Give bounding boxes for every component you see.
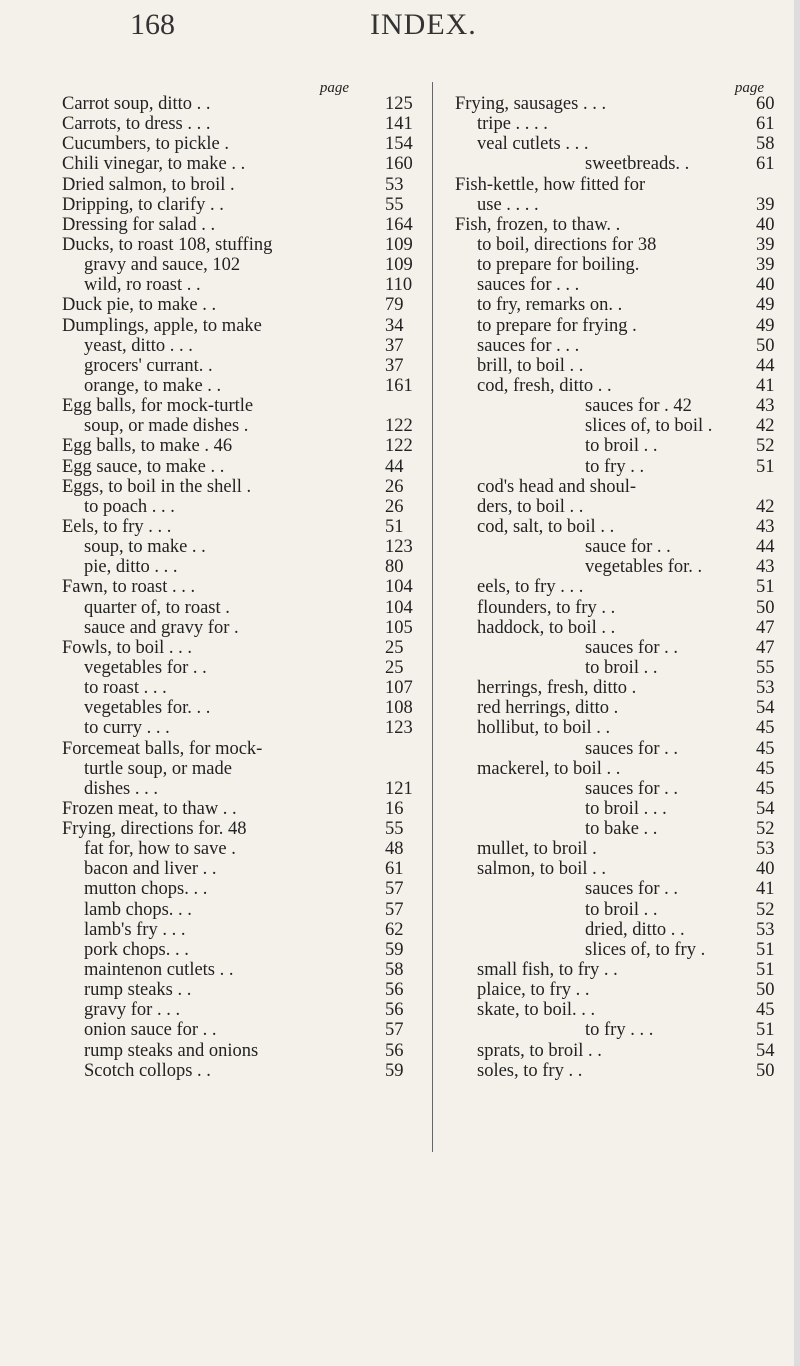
entry-text: Fowls, to boil . . . xyxy=(62,637,193,658)
entry-text: Scotch collops . . xyxy=(84,1060,211,1081)
index-entry xyxy=(62,658,427,678)
index-entry xyxy=(455,295,792,315)
entry-page: 61 xyxy=(756,154,775,175)
index-entry xyxy=(62,698,427,718)
index-entry xyxy=(62,739,427,759)
entry-text: herrings, fresh, ditto . xyxy=(477,678,637,699)
index-entry xyxy=(455,134,792,154)
index-entry xyxy=(62,799,427,819)
entry-text: Fish-kettle, how fitted for xyxy=(455,174,646,195)
index-entry xyxy=(62,960,427,980)
entry-text: wild, ro roast . . xyxy=(84,275,201,296)
entry-text: soup, or made dishes . xyxy=(84,416,249,437)
entry-text: Dried salmon, to broil . xyxy=(62,174,235,195)
entry-page: 58 xyxy=(385,960,404,981)
index-entry xyxy=(62,819,427,839)
index-entry xyxy=(455,275,792,295)
index-entry xyxy=(455,759,792,779)
index-entry xyxy=(455,839,792,859)
entry-page: 54 xyxy=(756,798,775,819)
entry-text: to broil . . xyxy=(585,436,658,457)
entry-page: 50 xyxy=(756,1060,775,1081)
index-entry xyxy=(455,779,792,799)
entry-text: gravy for . . . xyxy=(84,1000,181,1021)
entry-text: to prepare for boiling. xyxy=(477,255,640,276)
entry-page: 80 xyxy=(385,557,404,578)
entry-page: 56 xyxy=(385,1000,404,1021)
entry-page: 56 xyxy=(385,1040,404,1061)
entry-text: soles, to fry . . xyxy=(477,1060,583,1081)
entry-page: 51 xyxy=(756,1020,775,1041)
entry-page: 161 xyxy=(385,375,413,396)
index-entry xyxy=(62,759,427,779)
entry-text: orange, to make . . xyxy=(84,375,222,396)
page-column-label: page xyxy=(734,80,764,96)
index-entry xyxy=(455,900,792,920)
index-entry xyxy=(455,1061,792,1081)
entry-page: 44 xyxy=(756,537,775,558)
index-entry xyxy=(62,477,427,497)
index-entry xyxy=(455,537,792,557)
entry-text: vegetables for . . xyxy=(84,657,207,678)
entry-page: 122 xyxy=(385,416,413,437)
entry-text: lamb's fry . . . xyxy=(84,919,186,940)
index-column-right xyxy=(432,82,792,1152)
index-entry xyxy=(62,859,427,879)
index-entry xyxy=(455,658,792,678)
entry-text: to poach . . . xyxy=(84,496,175,517)
entry-text: Duck pie, to make . . xyxy=(62,295,217,316)
entry-page: 44 xyxy=(385,456,404,477)
entry-text: cod, salt, to boil . . xyxy=(477,516,615,537)
entry-page: 52 xyxy=(756,819,775,840)
entry-text: mackerel, to boil . . xyxy=(477,758,621,779)
entry-page: 50 xyxy=(756,980,775,1001)
entry-page: 107 xyxy=(385,678,413,699)
entry-page: 34 xyxy=(385,315,404,336)
index-column-left xyxy=(62,82,427,1081)
entry-text: dishes . . . xyxy=(84,778,158,799)
entry-page: 57 xyxy=(385,1020,404,1041)
entry-page: 123 xyxy=(385,537,413,558)
entry-text: cod's head and shoul- xyxy=(477,476,637,497)
entry-text: fat for, how to save . xyxy=(84,839,236,860)
entry-page: 104 xyxy=(385,597,413,618)
entry-text: salmon, to boil . . xyxy=(477,859,606,880)
index-entry xyxy=(455,497,792,517)
entry-text: eels, to fry . . . xyxy=(477,577,584,598)
index-entry xyxy=(455,980,792,1000)
index-entry xyxy=(62,175,427,195)
index-entry xyxy=(455,577,792,597)
index-entry xyxy=(62,718,427,738)
index-entry xyxy=(62,497,427,517)
entry-page: 121 xyxy=(385,778,413,799)
index-entry xyxy=(455,638,792,658)
index-entry xyxy=(62,436,427,456)
index-entry xyxy=(62,940,427,960)
entry-page: 53 xyxy=(385,174,404,195)
index-entry xyxy=(62,517,427,537)
index-entry xyxy=(62,336,427,356)
entry-text: to fry, remarks on. . xyxy=(477,295,623,316)
entry-page: 16 xyxy=(385,798,404,819)
index-entry xyxy=(62,215,427,235)
index-entry xyxy=(62,839,427,859)
entry-text: Frozen meat, to thaw . . xyxy=(62,798,237,819)
entry-page: 109 xyxy=(385,255,413,276)
running-title: INDEX. xyxy=(370,8,477,41)
index-entry xyxy=(455,114,792,134)
entry-text: Egg balls, for mock-turtle xyxy=(62,396,254,417)
entry-page: 25 xyxy=(385,657,404,678)
entry-page: 40 xyxy=(756,275,775,296)
entry-page: 53 xyxy=(756,839,775,860)
entry-page: 104 xyxy=(385,577,413,598)
entry-text: sauces for . 42 xyxy=(585,396,692,417)
index-entry xyxy=(455,376,792,396)
entry-text: slices of, to boil . xyxy=(585,416,713,437)
entry-text: cod, fresh, ditto . . xyxy=(477,375,612,396)
entry-text: soup, to make . . xyxy=(84,537,206,558)
index-entry xyxy=(62,638,427,658)
entry-text: use . . . . xyxy=(477,194,539,215)
entry-page: 55 xyxy=(385,194,404,215)
index-entry xyxy=(62,94,427,114)
entry-page: 164 xyxy=(385,214,413,235)
index-entry xyxy=(455,799,792,819)
index-entry xyxy=(455,336,792,356)
page-header xyxy=(0,4,800,44)
entry-text: pie, ditto . . . xyxy=(84,557,178,578)
index-entry xyxy=(62,275,427,295)
index-entry xyxy=(455,960,792,980)
entry-text: vegetables for. . xyxy=(585,557,703,578)
entry-page: 51 xyxy=(756,456,775,477)
entry-text: lamb chops. . . xyxy=(84,899,192,920)
entry-text: Chili vinegar, to make . . xyxy=(62,154,246,175)
entry-text: Carrots, to dress . . . xyxy=(62,114,211,135)
entry-page: 52 xyxy=(756,899,775,920)
index-entry xyxy=(62,416,427,436)
entry-text: to prepare for frying . xyxy=(477,315,637,336)
entry-page: 51 xyxy=(756,939,775,960)
entry-page: 58 xyxy=(756,134,775,155)
entry-text: mullet, to broil . xyxy=(477,839,597,860)
entry-text: rump steaks . . xyxy=(84,980,192,1001)
index-entry xyxy=(455,698,792,718)
entry-text: pork chops. . . xyxy=(84,939,189,960)
entry-page: 54 xyxy=(756,698,775,719)
index-entry xyxy=(62,1000,427,1020)
entry-text: slices of, to fry . xyxy=(585,939,706,960)
entry-page: 39 xyxy=(756,194,775,215)
entry-page: 50 xyxy=(756,335,775,356)
index-entry xyxy=(455,416,792,436)
entry-text: grocers' currant. . xyxy=(84,355,213,376)
index-entry xyxy=(62,678,427,698)
entry-text: small fish, to fry . . xyxy=(477,960,618,981)
index-entry xyxy=(62,577,427,597)
index-entry xyxy=(62,980,427,1000)
entry-page: 40 xyxy=(756,214,775,235)
index-entry xyxy=(455,517,792,537)
page-number: 168 xyxy=(130,8,175,41)
entry-text: Dripping, to clarify . . xyxy=(62,194,224,215)
entry-page: 50 xyxy=(756,597,775,618)
entry-text: vegetables for. . . xyxy=(84,698,211,719)
index-entry xyxy=(62,618,427,638)
entry-text: onion sauce for . . xyxy=(84,1020,217,1041)
entry-page: 55 xyxy=(385,819,404,840)
entry-page: 49 xyxy=(756,315,775,336)
entry-text: sweetbreads. . xyxy=(585,154,690,175)
entry-text: flounders, to fry . . xyxy=(477,597,616,618)
index-entry xyxy=(455,819,792,839)
index-entry xyxy=(62,114,427,134)
entry-text: skate, to boil. . . xyxy=(477,1000,596,1021)
entry-page: 59 xyxy=(385,939,404,960)
entry-page: 45 xyxy=(756,778,775,799)
entry-text: to curry . . . xyxy=(84,718,170,739)
entry-text: Eels, to fry . . . xyxy=(62,516,172,537)
index-entry xyxy=(62,154,427,174)
index-entry xyxy=(62,879,427,899)
entry-text: sauce and gravy for . xyxy=(84,617,239,638)
entry-text: Fish, frozen, to thaw. . xyxy=(455,214,621,235)
index-entry xyxy=(62,1041,427,1061)
index-entry xyxy=(455,255,792,275)
entry-text: brill, to boil . . xyxy=(477,355,584,376)
entry-text: Frying, sausages . . . xyxy=(455,94,607,114)
entry-text: Carrot soup, ditto . . xyxy=(62,94,211,114)
entry-text: tripe . . . . xyxy=(477,114,548,135)
entry-page: 125 xyxy=(385,94,413,114)
entry-text: to broil . . xyxy=(585,657,658,678)
entry-page: 43 xyxy=(756,516,775,537)
entry-text: veal cutlets . . . xyxy=(477,134,589,155)
index-entry xyxy=(62,779,427,799)
entry-text: to fry . . xyxy=(585,456,645,477)
entry-page: 48 xyxy=(385,839,404,860)
entry-page: 47 xyxy=(756,637,775,658)
entry-page: 61 xyxy=(756,114,775,135)
entry-text: Dumplings, apple, to make xyxy=(62,315,262,336)
index-entry xyxy=(455,316,792,336)
entry-page: 26 xyxy=(385,476,404,497)
index-entry xyxy=(455,678,792,698)
entry-page: 41 xyxy=(756,879,775,900)
index-entry xyxy=(455,618,792,638)
index-entry xyxy=(62,255,427,275)
entry-page: 45 xyxy=(756,758,775,779)
index-entry xyxy=(62,195,427,215)
index-entry xyxy=(455,457,792,477)
entry-page: 160 xyxy=(385,154,413,175)
entry-text: haddock, to boil . . xyxy=(477,617,616,638)
entry-page: 57 xyxy=(385,899,404,920)
entry-text: Fawn, to roast . . . xyxy=(62,577,196,598)
entry-page: 122 xyxy=(385,436,413,457)
entry-page: 45 xyxy=(756,1000,775,1021)
entry-text: ders, to boil . . xyxy=(477,496,584,517)
entry-page: 108 xyxy=(385,698,413,719)
entry-page: 45 xyxy=(756,738,775,759)
index-entry xyxy=(455,739,792,759)
index-entry xyxy=(455,598,792,618)
entry-text: sauce for . . xyxy=(585,537,671,558)
entry-page: 26 xyxy=(385,496,404,517)
entry-page: 61 xyxy=(385,859,404,880)
entry-text: plaice, to fry . . xyxy=(477,980,590,1001)
entry-text: turtle soup, or made xyxy=(84,758,232,779)
entry-text: dried, ditto . . xyxy=(585,919,685,940)
index-entry xyxy=(62,235,427,255)
entry-text: yeast, ditto . . . xyxy=(84,335,193,356)
index-entry xyxy=(455,557,792,577)
index-entry xyxy=(455,195,792,215)
index-entry xyxy=(62,396,427,416)
entry-page: 42 xyxy=(756,496,775,517)
entry-text: Egg sauce, to make . . xyxy=(62,456,225,477)
entry-page: 39 xyxy=(756,255,775,276)
entry-text: to broil . . . xyxy=(585,798,667,819)
entry-page: 141 xyxy=(385,114,413,135)
index-entry xyxy=(62,316,427,336)
entry-page: 53 xyxy=(756,919,775,940)
index-entry xyxy=(62,537,427,557)
entry-text: maintenon cutlets . . xyxy=(84,960,234,981)
entry-page: 37 xyxy=(385,335,404,356)
entry-page: 43 xyxy=(756,557,775,578)
entry-text: Frying, directions for. 48 xyxy=(62,819,247,840)
entry-page: 79 xyxy=(385,295,404,316)
entry-text: mutton chops. . . xyxy=(84,879,208,900)
index-entry xyxy=(62,457,427,477)
entry-text: hollibut, to boil . . xyxy=(477,718,611,739)
entry-page: 47 xyxy=(756,617,775,638)
index-entry xyxy=(455,1041,792,1061)
index-entry xyxy=(62,900,427,920)
index-entry xyxy=(455,175,792,195)
entry-text: Egg balls, to make . 46 xyxy=(62,436,233,457)
entry-text: sauces for . . . xyxy=(477,275,580,296)
page-edge xyxy=(794,0,800,1366)
entry-text: Cucumbers, to pickle . xyxy=(62,134,229,155)
entry-page: 42 xyxy=(756,416,775,437)
index-entry xyxy=(455,436,792,456)
index-entry xyxy=(62,1020,427,1040)
index-entry xyxy=(62,295,427,315)
entry-text: rump steaks and onions xyxy=(84,1040,259,1061)
index-entry xyxy=(62,356,427,376)
entry-text: to broil . . xyxy=(585,899,658,920)
entry-page: 40 xyxy=(756,859,775,880)
entry-text: sauces for . . xyxy=(585,879,678,900)
entry-text: to roast . . . xyxy=(84,678,167,699)
entry-page: 51 xyxy=(756,577,775,598)
index-entry xyxy=(62,134,427,154)
page-column-label: page xyxy=(319,80,349,96)
index-entry xyxy=(455,920,792,940)
entry-page: 37 xyxy=(385,355,404,376)
entry-text: Forcemeat balls, for mock- xyxy=(62,738,263,759)
entry-text: bacon and liver . . xyxy=(84,859,217,880)
entry-page: 49 xyxy=(756,295,775,316)
entry-page: 55 xyxy=(756,657,775,678)
entry-text: sauces for . . xyxy=(585,778,678,799)
index-entry xyxy=(455,154,792,174)
entry-text: to bake . . xyxy=(585,819,658,840)
index-entry xyxy=(455,356,792,376)
index-entry xyxy=(455,396,792,416)
entry-page: 54 xyxy=(756,1040,775,1061)
entry-page: 52 xyxy=(756,436,775,457)
entry-page: 57 xyxy=(385,879,404,900)
index-entry xyxy=(62,920,427,940)
entry-page: 45 xyxy=(756,718,775,739)
entry-text: sauces for . . . xyxy=(477,335,580,356)
entry-page: 105 xyxy=(385,617,413,638)
index-entry xyxy=(455,1020,792,1040)
index-entry xyxy=(455,1000,792,1020)
entry-page: 41 xyxy=(756,375,775,396)
entry-page: 154 xyxy=(385,134,413,155)
entry-page: 56 xyxy=(385,980,404,1001)
entry-page: 44 xyxy=(756,355,775,376)
entry-text: to boil, directions for 38 xyxy=(477,234,657,255)
entry-page: 109 xyxy=(385,234,413,255)
entry-page: 110 xyxy=(385,275,413,296)
entry-page: 43 xyxy=(756,396,775,417)
entry-text: gravy and sauce, 102 xyxy=(84,255,241,276)
entry-page: 123 xyxy=(385,718,413,739)
entry-text: red herrings, ditto . xyxy=(477,698,619,719)
entry-text: sauces for . . xyxy=(585,738,678,759)
index-entry xyxy=(62,1061,427,1081)
index-entry xyxy=(455,235,792,255)
entry-page: 39 xyxy=(756,234,775,255)
index-entry xyxy=(455,477,792,497)
entry-text: Eggs, to boil in the shell . xyxy=(62,476,252,497)
index-entry xyxy=(455,94,792,114)
entry-page: 60 xyxy=(756,94,775,114)
index-entry xyxy=(455,718,792,738)
entry-page: 59 xyxy=(385,1060,404,1081)
index-entry xyxy=(455,879,792,899)
entry-page: 25 xyxy=(385,637,404,658)
index-entry xyxy=(455,215,792,235)
entry-page: 51 xyxy=(385,516,404,537)
entry-text: quarter of, to roast . xyxy=(84,597,230,618)
entry-text: sprats, to broil . . xyxy=(477,1040,602,1061)
entry-page: 53 xyxy=(756,678,775,699)
index-entry xyxy=(62,598,427,618)
entry-text: sauces for . . xyxy=(585,637,678,658)
entry-page: 62 xyxy=(385,919,404,940)
entry-text: Ducks, to roast 108, stuffing xyxy=(62,234,273,255)
index-entry xyxy=(455,859,792,879)
entry-text: to fry . . . xyxy=(585,1020,654,1041)
index-entry xyxy=(62,376,427,396)
entry-page: 51 xyxy=(756,960,775,981)
index-entry xyxy=(455,940,792,960)
entry-text: Dressing for salad . . xyxy=(62,214,216,235)
index-entry xyxy=(62,557,427,577)
